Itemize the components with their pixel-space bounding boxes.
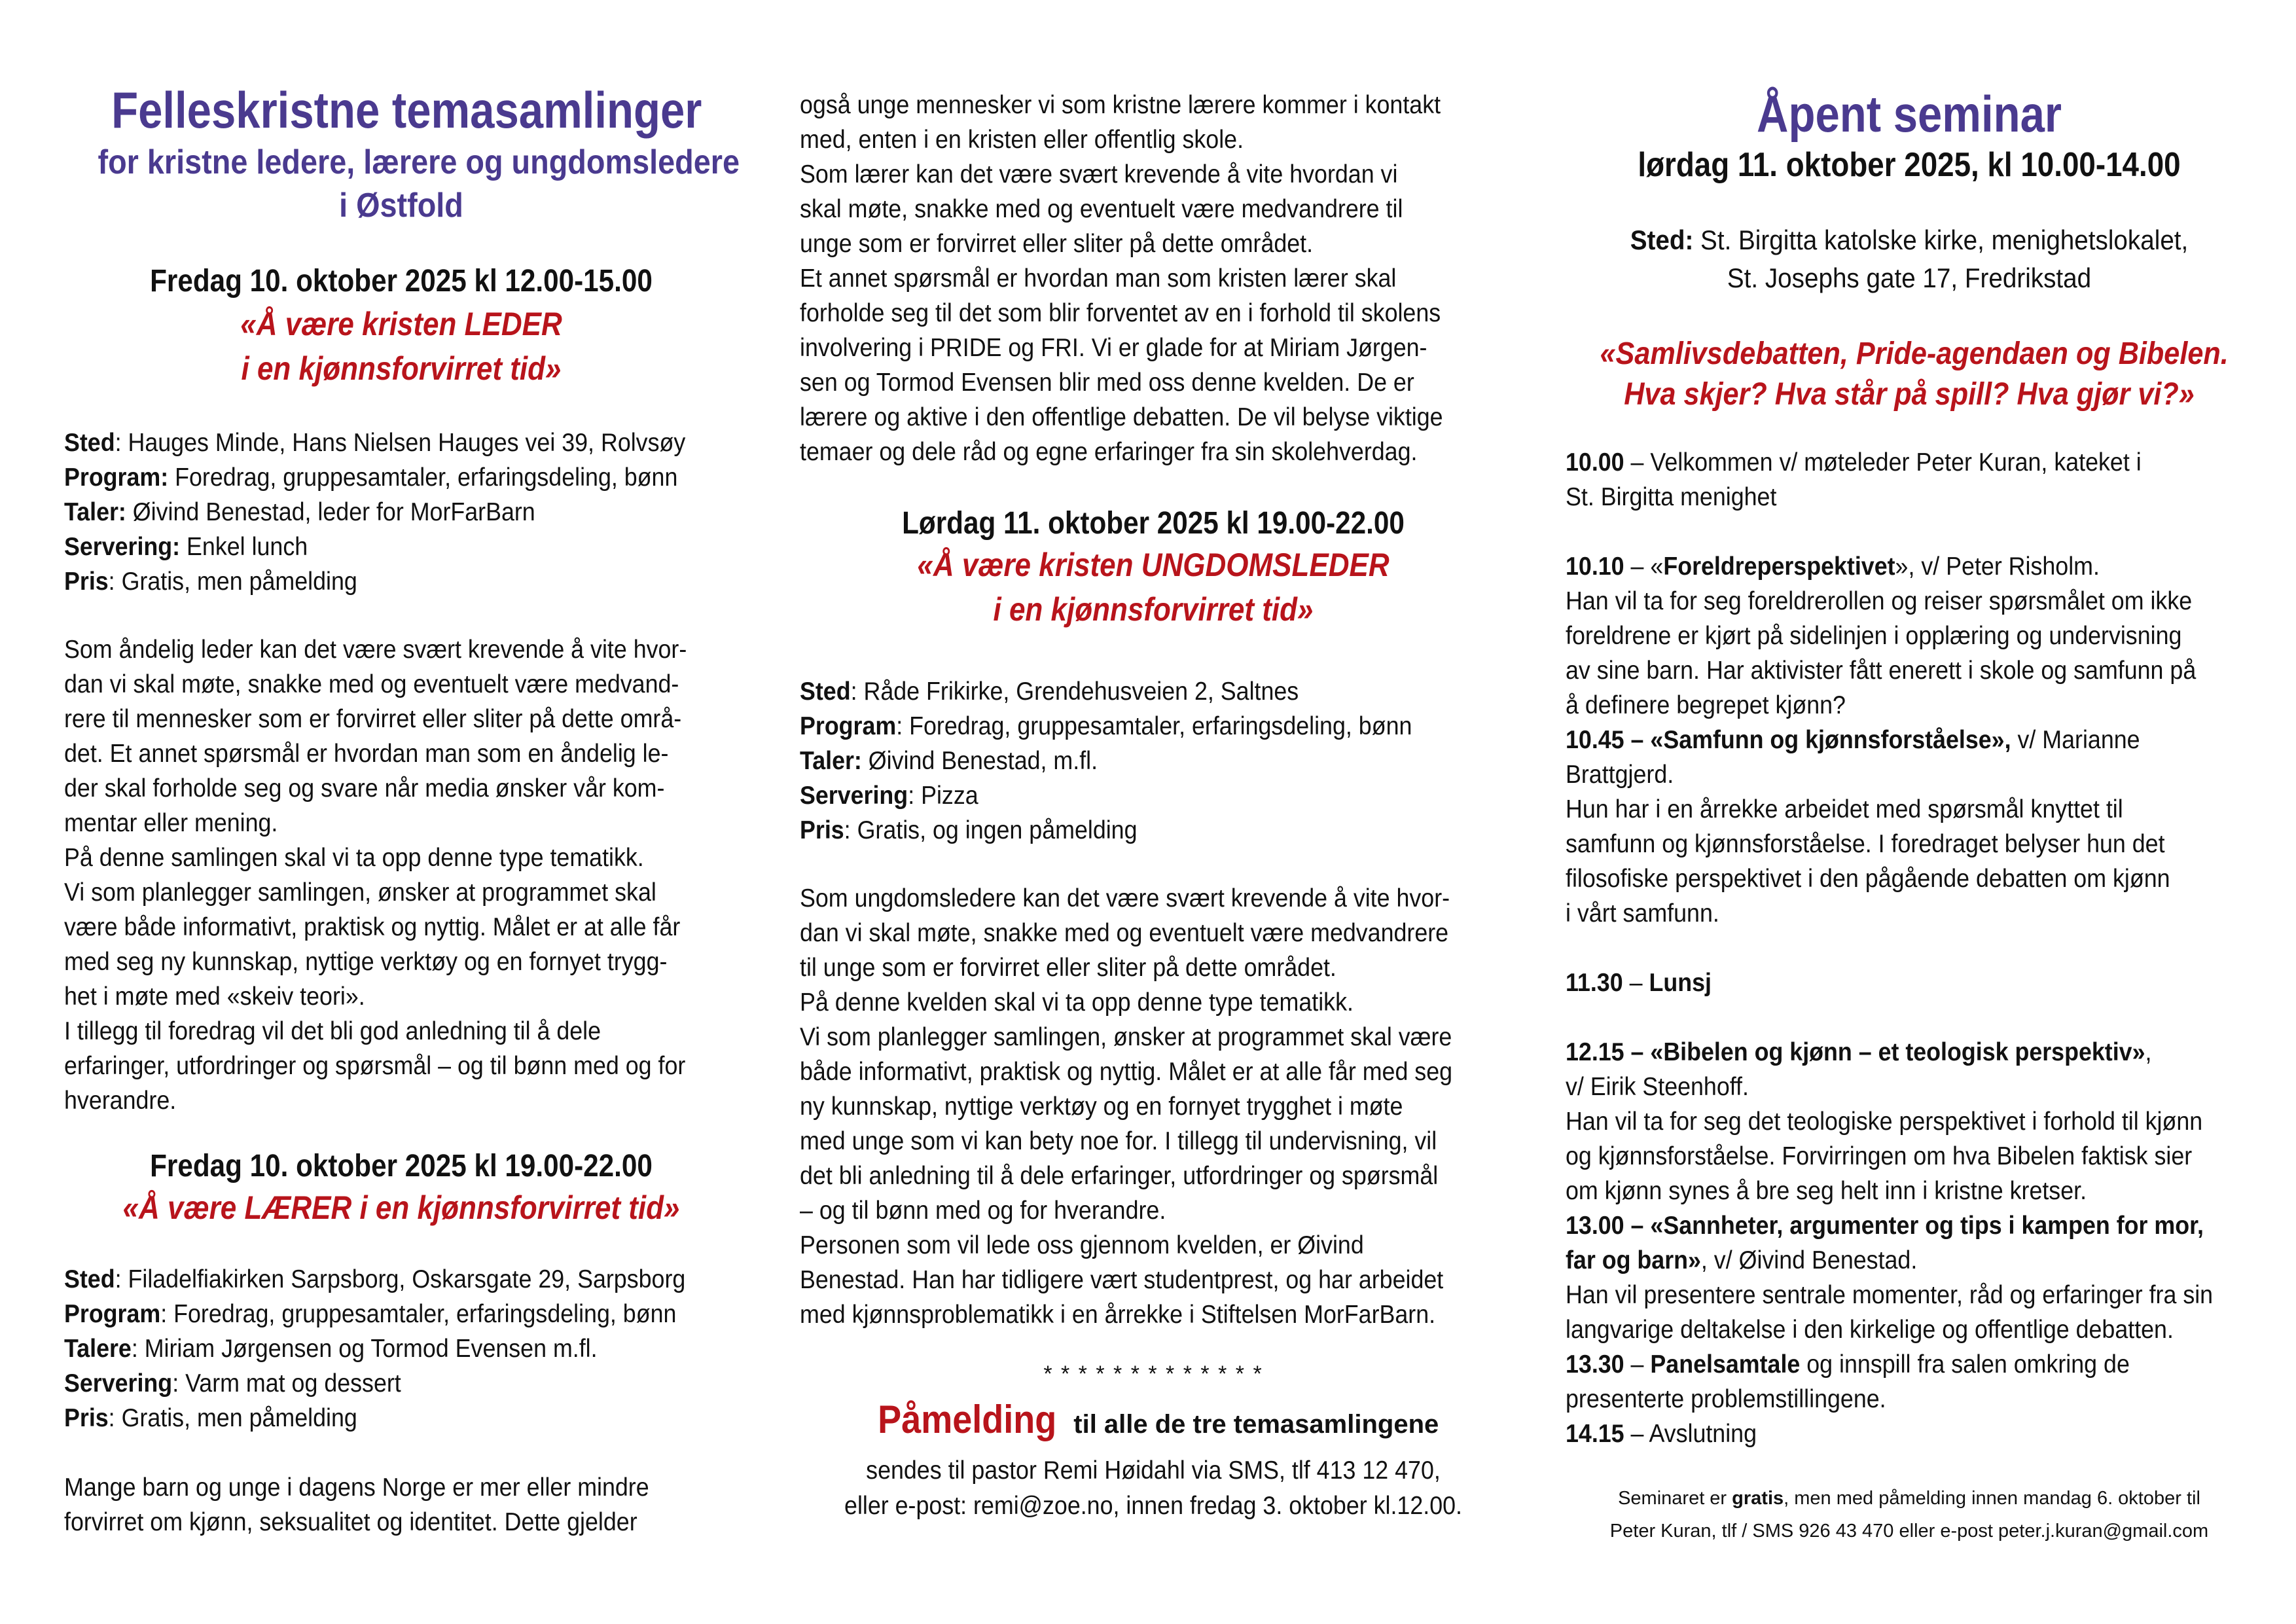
event1-taler: Taler: Øivind Benestad, leder for MorFarBarn [64,498,535,526]
seminar-program: 10.00 – Velkommen v/ møteleder Peter Kuran, kateket i St. Birgitta menighet 10.10 – «Foreldreperspektivet», v/ Peter Risholm. Han vil ta for seg foreldrerollen og reiser spørsmålet om ikke foreldrene er kjørt på sidelinjen i opplæring og undervisning av sine barn. Har aktivister fått enerett i skole og samfunn på å definere begrepet kjønn? 10.45 – «Samfunn og kjønnsforståelse», v/ Marianne Brattgjerd. Hun har i en årrekke arbeidet med spørsmål knyttet til samfunn og kjønnsforståelse. I foredraget belyser hun det filosofiske perspektivet i den pågående debatten om kjønn i vårt samfunn. 11.30 – Lunsj 12.15 – «Bibelen og kjønn – et teologisk perspektiv», v/ Eirik Steenhoff. Han vil ta for seg det teologiske perspektivet i forhold til kjønn og kjønnsforståelse. Forvirringen om hva Bibelen faktisk sier om kjønn synes å bre seg helt inn i kristne kretser. 13.00 – «Sannheter, argumenter og tips i kampen for mor, far og barn», v/ Øivind Benestad. Han vil presentere sentrale momenter, råd og erfaringer fra sin langvarige deltakelse i den kirkelige og offentlige debatten. 13.30 – Panelsamtale og innspill fra salen omkring de presenterte problemstillingene. 14.15 – Avslutning [1566,445,2253,1451]
program-item-1300: 13.00 – «Sannheter, argumenter og tips i kampen for mor, [1566,1212,2204,1240]
event2-date: Fredag 10. oktober 2025 kl 19.00-22.00 [150,1149,653,1183]
event2-body: Mange barn og unge i dagens Norge er mer eller mindre forvirret om kjønn, seksualitet og identitet. Dette gjelder [64,1473,649,1536]
event2-details [64,1262,738,1435]
event3-body: Som ungdomsledere kan det være svært krevende å vite hvor- dan vi skal møte, snakke med og eventuelt være medvandrere til unge som er forvirret eller sliter på dette området. På denne kvelden skal vi ta opp denne type tematikk. Vi som planlegger samlingen, ønsker at programmet skal være både informativt, praktisk og nyttig. Målet er at alle får med seg ny kunnskap, nyttige verktøy og en fornyet trygghet i møte med unge som vi kan bety noe for. I tillegg til undervisning, vil det bli anledning til å dele erfaringer, utfordringer og spørsmål – og til bønn med og for hverandre. Personen som vil lede oss gjennom kvelden, er Øivind Benestad. Han har tidligere vært studentprest, og har arbeidet med kjønnsproblematikk i en årrekke i Stiftelsen MorFarBarn. [800,884,1453,1329]
event3-details [800,674,1507,848]
event2-program: Program: Foredrag, gruppesamtaler, erfaringsdeling, bønn [64,1300,677,1328]
event2-talere: Talere: Miriam Jørgensen og Tormod Evensen m.fl. [64,1335,598,1363]
seminar-theme-line2: Hva skjer? Hva står på spill? Hva gjør vi?» [1624,377,2195,412]
seminar-sted-line2: St. Josephs gate 17, Fredrikstad [1727,262,2092,293]
event1-date: Fredag 10. oktober 2025 kl 12.00-15.00 [150,264,653,298]
event1-title-line1: «Å være kristen LEDER [240,306,562,342]
seminar-theme-line1: «Samlivsdebatten, Pride-agendaen og Bibelen. [1600,336,2229,371]
event1-body: Som åndelig leder kan det være svært krevende å vite hvor- dan vi skal møte, snakke med og eventuelt være medvand- rere til mennesker som er forvirret eller sliter på dette områ- det. Et annet spørsmål er hvordan man som en åndelig le- der skal forholde seg og svare når media ønsker vår kom- mentar eller mening. På denne samlingen skal vi ta opp denne type tematikk. Vi som planlegger samlingen, ønsker at programmet skal være både informativt, praktisk og nyttig. Målet er at alle får med seg ny kunnskap, nyttige verktøy og en fornyet trygg- het i møte med «skeiv teori». I tillegg til foredrag vil det bli god anledning til å dele erfaringer, utfordringer og spørsmål – og til bønn med og for hverandre. [64,636,687,1115]
program-item-1045: 10.45 – «Samfunn og kjønnsforståelse», v/ Marianne [1566,726,2140,754]
program-item-1215: 12.15 – «Bibelen og kjønn – et teologisk perspektiv», [1566,1038,2152,1066]
event1-servering: Servering: Enkel lunch [64,533,308,561]
signup-line3: eller e-post: remi@zoe.no, innen fredag 3. oktober kl.12.00. [844,1492,1462,1520]
program-item-1000: 10.00 – Velkommen v/ møteleder Peter Kuran, kateket i [1566,448,2142,477]
event3-taler: Taler: Øivind Benestad, m.fl. [800,747,1098,775]
event2-servering: Servering: Varm mat og dessert [64,1369,401,1398]
event3-date: Lørdag 11. oktober 2025 kl 19.00-22.00 [902,506,1405,541]
event3-program: Program: Foredrag, gruppesamtaler, erfaringsdeling, bønn [800,712,1412,740]
separator-stars: * * * * * * * * * * * * * [1043,1362,1263,1386]
seminar-footer-line2: Peter Kuran, tlf / SMS 926 43 470 eller e-post peter.j.kuran@gmail.com [1609,1521,2209,1542]
event3-pris: Pris: Gratis, og ingen påmelding [800,816,1138,844]
main-subtitle-line2: i Østfold [339,187,463,225]
seminar-date: lørdag 11. oktober 2025, kl 10.00-14.00 [1638,146,2181,184]
program-item-1010: 10.10 – «Foreldreperspektivet», v/ Peter Risholm. [1566,552,2100,581]
program-item-1330: 13.30 – Panelsamtale og innspill fra salen omkring de [1566,1350,2130,1379]
event2-body-continued: også unge mennesker vi som kristne lærere kommer i kontakt med, enten i en kristen eller offentlig skole. Som lærer kan det være svært krevende å vite hvordan vi skal møte, snakke med og eventuelt være medvandrere til unge som er forvirret eller sliter på dette området. Et annet spørsmål er hvordan man som kristen lærer skal forholde seg til det som blir forventet av en i forhold til skolens involvering i PRIDE og FRI. Vi er glade for at Miriam Jørgen- sen og Tormod Evensen blir med oss denne kvelden. De er lærere og aktive i den offentlige debatten. De vil belyse viktige temaer og dele råd og egne erfaringer fra sin skolehverdag. [800,91,1443,466]
seminar-footer-line1: Seminaret er gratis, men med påmelding innen mandag 6. oktober til [1618,1488,2200,1509]
seminar-sted-line1: Sted: St. Birgitta katolske kirke, menighetslokalet, [1630,225,2189,255]
event1-sted: Sted: Hauges Minde, Hans Nielsen Hauges vei 39, Rolvsøy [64,429,686,457]
program-item-1130: 11.30 – Lunsj [1566,969,1712,997]
event1-program: Program: Foredrag, gruppesamtaler, erfaringsdeling, bønn [64,463,678,492]
event2-title: «Å være LÆRER i en kjønnsforvirret tid» [122,1189,680,1226]
event1-title-line2: i en kjønnsforvirret tid» [241,350,562,387]
seminar-title: Åpent seminar [1757,85,2062,143]
event3-servering: Servering: Pizza [800,782,978,810]
event2-pris: Pris: Gratis, men påmelding [64,1404,357,1432]
program-item-1415: 14.15 – Avslutning [1566,1420,1757,1448]
main-title: Felleskristne temasamlinger [111,81,702,139]
event3-title-line2: i en kjønnsforvirret tid» [993,591,1314,628]
signup-line2: sendes til pastor Remi Høidahl via SMS, tlf 413 12 470, [866,1456,1441,1485]
event2-sted: Sted: Filadelfiakirken Sarpsborg, Oskarsgate 29, Sarpsborg [64,1265,686,1293]
event3-sted: Sted: Råde Frikirke, Grendehusveien 2, Saltnes [800,677,1299,706]
main-subtitle-line1: for kristne ledere, lærere og ungdomsledere [98,143,740,181]
event1-details [64,425,738,599]
event1-pris: Pris: Gratis, men påmelding [64,568,357,596]
signup-heading: Påmelding til alle de tre temasamlingene [877,1398,1439,1441]
event3-title-line1: «Å være kristen UNGDOMSLEDER [917,547,1390,583]
